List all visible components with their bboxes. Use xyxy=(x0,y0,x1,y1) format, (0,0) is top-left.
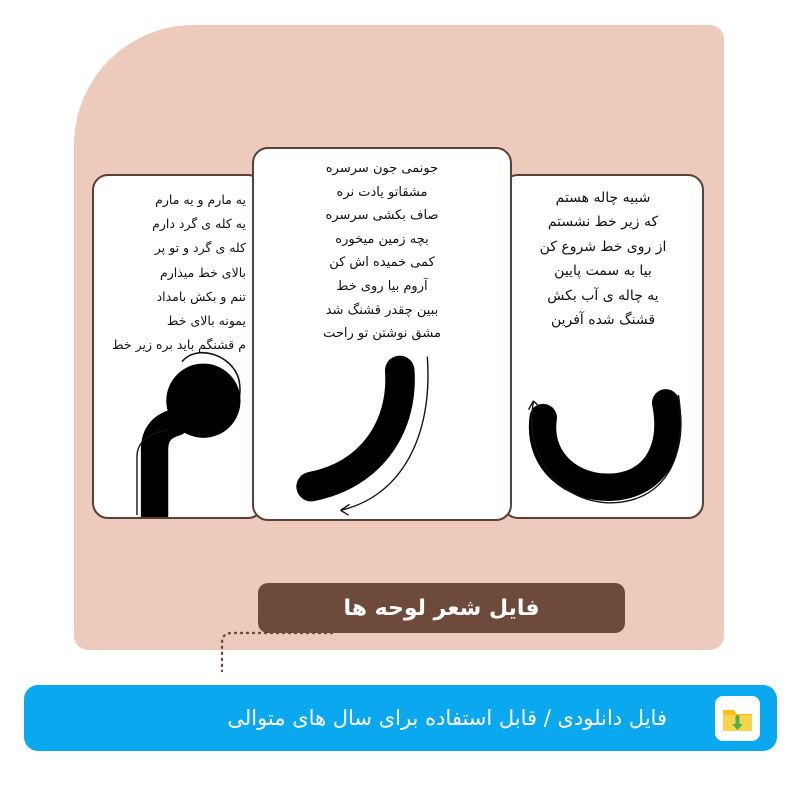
poem-line: یه کله ی گرد دارم xyxy=(152,216,246,232)
poem-line: بالای خط میذارم xyxy=(159,264,246,280)
download-folder-icon xyxy=(715,696,760,741)
poem-lines xyxy=(504,186,702,332)
poem-line: قشنگ شده آفرین xyxy=(550,312,656,329)
poem-line: مشق نوشتن تو راحت xyxy=(323,326,441,342)
poem-line: بیا به سمت پایین xyxy=(554,263,652,280)
poem-line: مشقاتو یادت نره xyxy=(336,184,428,200)
download-info-banner xyxy=(24,685,777,751)
product-panel xyxy=(74,25,724,650)
poem-line: از روی خط شروع کن xyxy=(539,238,667,255)
poem-line: تنم و بکش بامداد xyxy=(156,288,246,304)
poem-card-noon xyxy=(502,174,704,519)
poem-line: کله ی گرد و تو پر xyxy=(154,240,246,256)
poem-line: که زیر خط نشستم xyxy=(547,214,659,231)
poem-line: صاف بکشی سرسره xyxy=(325,208,439,224)
poem-line: م قشنگم باید بره زیر خط xyxy=(112,337,246,353)
poem-line: بچه زمین میخوره xyxy=(335,231,429,247)
banner-text: فایل دانلودی / قابل استفاده برای سال های متوالی xyxy=(227,706,667,730)
poem-line: یه چاله ی آب بکش xyxy=(547,287,659,304)
poem-line: جونمی جون سرسره xyxy=(325,161,439,176)
poem-line: یه مارم و یه مارم xyxy=(155,192,246,207)
poem-card-meem xyxy=(92,174,264,519)
poem-line: آروم بیا روی خط xyxy=(336,278,428,294)
poem-lines xyxy=(94,188,246,357)
poem-line: ببین چقدر قشنگ شد xyxy=(325,302,439,318)
poem-lines xyxy=(254,157,510,346)
poem-line: یمونه بالای خط xyxy=(166,313,246,329)
title-text: فایل شعر لوحه ها xyxy=(343,595,540,621)
poem-card-reh xyxy=(252,147,512,521)
title-label xyxy=(258,583,625,633)
poem-line: شبیه چاله هستم xyxy=(555,190,651,206)
poem-line: کمی خمیده اش کن xyxy=(329,255,435,271)
